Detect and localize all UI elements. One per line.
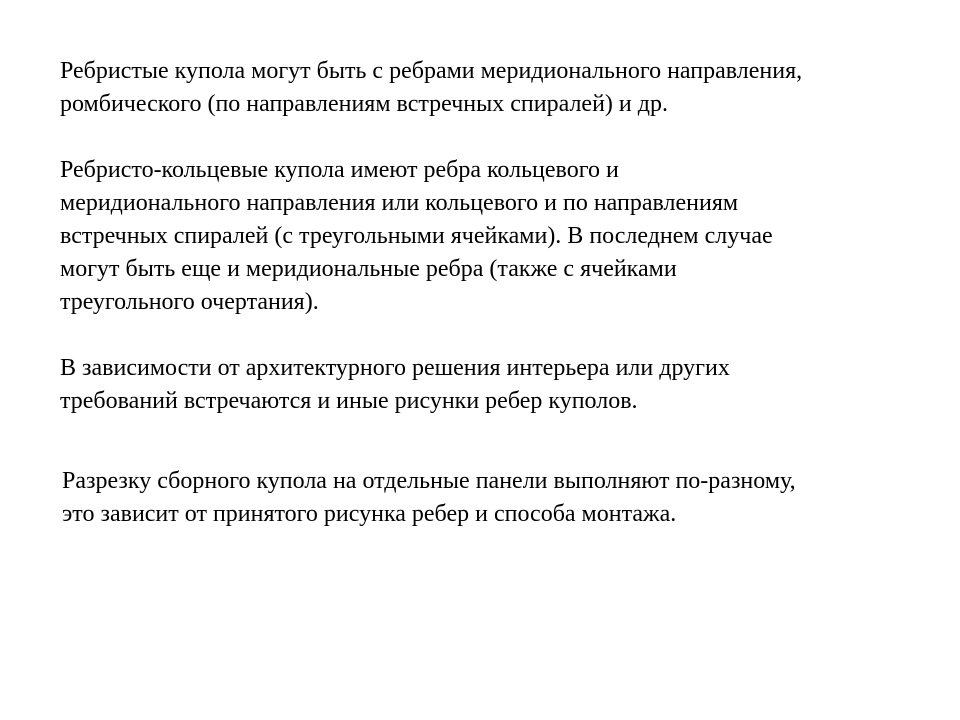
paragraph-line: Ребристо-кольцевые купола имеют ребра кольцевого и [60,157,619,183]
note-block [62,465,912,531]
note-panel-cutting [62,465,912,531]
paragraph-line: Ребристые купола могут быть с ребрами меридионального направления, [60,58,803,84]
paragraph-line: встречных спиралей (с треугольными ячейками). В последнем случае [60,223,773,249]
main-text-block [60,55,910,418]
paragraph-other-patterns [60,352,910,418]
note-line: это зависит от принятого рисунка ребер и способа монтажа. [62,501,677,527]
note-line: Разрезку сборного купола на отдельные панели выполняют по-разному, [62,468,796,494]
paragraph-line: меридионального направления или кольцевого и по направлениям [60,190,739,216]
paragraph-line: треугольного очертания). [60,289,319,315]
paragraph-ribbed-ring-domes [60,154,910,319]
paragraph-line: В зависимости от архитектурного решения интерьера или других [60,355,730,381]
paragraph-ribbed-domes [60,55,910,121]
paragraph-line: требований встречаются и иные рисунки ребер куполов. [60,388,638,414]
paragraph-line: ромбического (по направлениям встречных спиралей) и др. [60,91,668,117]
paragraph-line: могут быть еще и меридиональные ребра (также с ячейками [60,256,677,282]
